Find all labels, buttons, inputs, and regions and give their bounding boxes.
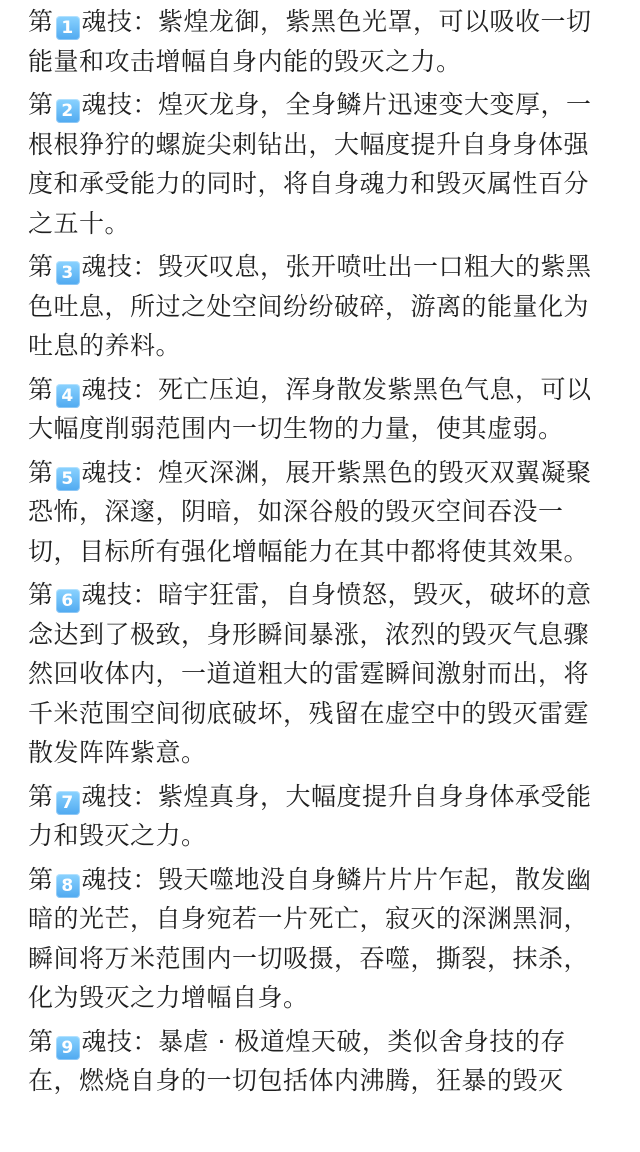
- skill-prefix: 第: [28, 252, 54, 281]
- skill-prefix: 第: [28, 374, 54, 404]
- keycap-number-icon: 7: [56, 791, 80, 815]
- keycap-number-icon: 8: [56, 874, 80, 898]
- keycap-number-icon: 9: [56, 1036, 80, 1060]
- skill-label: 魂技：: [81, 457, 159, 487]
- skill-label: 魂技：: [81, 252, 159, 281]
- skill-prefix: 第: [28, 1026, 54, 1056]
- skill-entry-8: [28, 860, 612, 1018]
- skill-description: 煌灭龙身，全身鳞片迅速变大变厚，一根根狰狞的螺旋尖刺钻出，大幅度提升自身身体强度和承受能力的同时，将自身魂力和毁灭属性百分之五十。: [28, 90, 592, 238]
- skill-description: 毁灭叹息，张开喷吐出一口粗大的紫黑色吐息，所过之处空间纷纷破碎，游离的能量化为吐息的养料。: [28, 252, 592, 360]
- skill-description: 毁天噬地没自身鳞片片片乍起，散发幽暗的光芒，自身宛若一片死亡，寂灭的深渊黑洞，瞬间将万米范围内一切吸摄，吞噬，撕裂，抹杀，化为毁灭之力增幅自身。: [28, 864, 592, 1012]
- skill-label: 魂技：: [81, 374, 159, 404]
- skill-entry-6: [28, 575, 612, 773]
- keycap-number-icon: 4: [56, 384, 80, 408]
- skill-prefix: 第: [28, 781, 54, 811]
- skill-description: 煌灭深渊，展开紫黑色的毁灭双翼凝聚恐怖，深邃，阴暗，如深谷般的毁灭空间吞没一切，目标所有强化增幅能力在其中都将使其效果。: [28, 457, 592, 566]
- keycap-number-icon: 3: [56, 261, 80, 285]
- skill-entry-2: [28, 85, 612, 243]
- skill-entry-5: [28, 453, 612, 572]
- keycap-number-icon: 5: [56, 467, 80, 491]
- skill-prefix: 第: [28, 90, 54, 119]
- skill-description: 紫煌龙御，紫黑色光罩，可以吸收一切能量和攻击增幅自身内能的毁灭之力。: [28, 7, 592, 76]
- skill-prefix: 第: [28, 864, 54, 894]
- keycap-number-icon: 1: [56, 16, 80, 40]
- skill-description: 死亡压迫，浑身散发紫黑色气息，可以大幅度削弱范围内一切生物的力量，使其虚弱。: [28, 374, 592, 443]
- skill-label: 魂技：: [81, 1026, 159, 1056]
- skill-label: 魂技：: [81, 90, 159, 119]
- skill-entry-7: [28, 777, 612, 856]
- skill-description: 紫煌真身，大幅度提升自身身体承受能力和毁灭之力。: [28, 781, 592, 850]
- skill-prefix: 第: [28, 457, 54, 487]
- skill-label: 魂技：: [81, 781, 159, 811]
- skill-label: 魂技：: [81, 580, 159, 609]
- skill-label: 魂技：: [81, 864, 159, 894]
- keycap-number-icon: 6: [56, 589, 80, 613]
- skill-entry-1: [28, 2, 612, 81]
- skill-prefix: 第: [28, 7, 54, 36]
- skill-entry-4: [28, 370, 612, 449]
- skill-description: 暗宇狂雷，自身愤怒，毁灭，破坏的意念达到了极致，身形瞬间暴涨，浓烈的毁灭气息骤然回收体内，一道道粗大的雷霆瞬间激射而出，将千米范围空间彻底破坏，残留在虚空中的毁灭雷霆散发阵阵紫意。: [28, 580, 592, 767]
- keycap-number-icon: 2: [56, 99, 80, 123]
- skill-entry-3: [28, 247, 612, 366]
- skill-entry-9: [28, 1022, 612, 1101]
- skill-description: 暴虐 · 极道煌天破，类似舍身技的存在，燃烧自身的一切包括体内沸腾，狂暴的毁灭: [28, 1026, 566, 1095]
- skill-prefix: 第: [28, 580, 54, 609]
- skill-label: 魂技：: [81, 7, 159, 36]
